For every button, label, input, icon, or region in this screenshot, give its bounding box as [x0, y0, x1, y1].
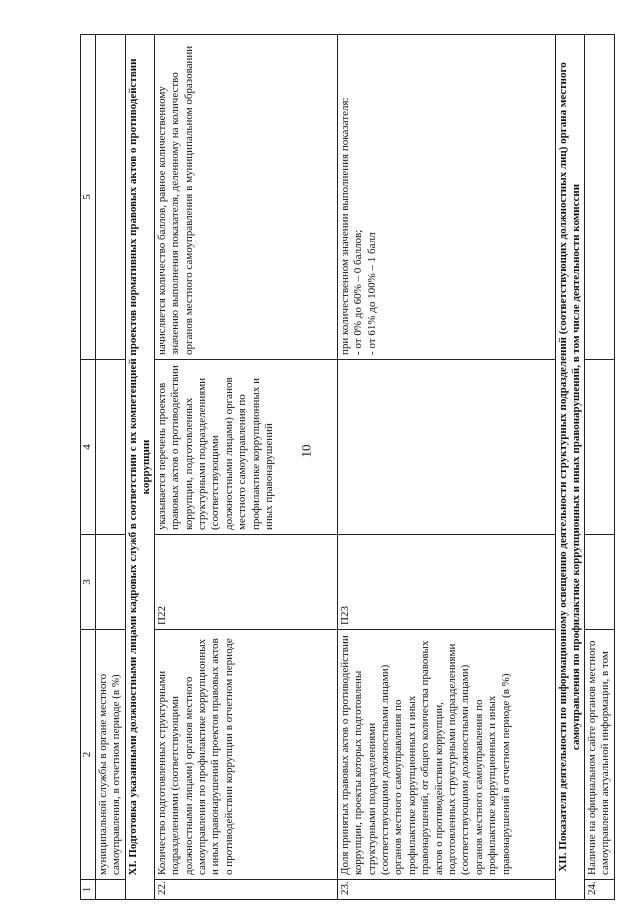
rotated-page-container — [80, 35, 635, 900]
calculation-method: указывается перечень проектов правовых актов о противодействии коррупции, подготовленных структурными подразделениями (соответствующими должностными лицами) органов местного самоуправления по профилактике коррупционных и иных правонарушений — [154, 360, 337, 535]
evaluation-rule: начисляется количество баллов, равное количественному значению выполнения показателя, деленному на количество органов местного самоуправления в муниципальном образовании — [154, 35, 337, 360]
section-11-heading: XI. Подготовка указанными должностными лицами кадровых служб в соответствии с их компетенцией проектов нормативных правовых актов о противодействии коррупции — [125, 35, 154, 900]
continuation-cell-3 — [96, 535, 126, 630]
table-row — [584, 35, 614, 900]
table-row — [337, 35, 555, 900]
header-row — [81, 35, 96, 900]
section-12-row — [555, 35, 584, 900]
indicator-text: Количество подготовленных структурными подразделениями (соответствующими должностными лицами) органов местного самоуправления по профилактике коррупционных и иных правонарушений проектов правовых актов о противодействии коррупции в отчетном периоде — [154, 630, 337, 880]
continuation-cell-5 — [96, 35, 126, 360]
indicators-table — [80, 34, 615, 900]
evaluation-rule — [584, 35, 614, 360]
section-12-heading: XII. Показатели деятельности по информационному освещению деятельности структурных подразделений (соответствующих должностных лиц) органа местного самоуправления по профилактике коррупционных и иных правонарушений, в том числе деятельности комиссии — [555, 35, 584, 900]
header-col-3: 3 — [81, 535, 96, 630]
header-col-4: 4 — [81, 360, 96, 535]
table-row — [154, 35, 337, 900]
evaluation-line-1: - от 0% до 60% – 0 баллов; — [352, 229, 365, 355]
continuation-num-cell — [96, 880, 126, 900]
continuation-text: муниципальной службы в органе местного самоуправления, в отчетном периоде (в %) — [96, 630, 126, 880]
indicator-code: П22 — [154, 535, 337, 630]
evaluation-intro: при количественном значении выполнения показателя: — [338, 97, 351, 355]
row-number: 22. — [154, 880, 337, 900]
section-11-row — [125, 35, 154, 900]
page-number: 10 — [298, 444, 314, 458]
header-col-5: 5 — [81, 35, 96, 360]
indicator-code — [584, 535, 614, 630]
row-number: 24. — [584, 880, 614, 900]
header-col-1: 1 — [81, 880, 96, 900]
continuation-row — [96, 35, 126, 900]
calculation-method — [337, 360, 555, 535]
indicator-text: Доля принятых правовых актов о противодействии коррупции, проекты которых подготовлены структурными подразделениями (соответствующими должностными лицами) органов местного самоуправления по профилактике коррупционных и иных правонарушений, от общего количества правовых актов о противодействии коррупции, подготовленных структурными подразделениями (соответствующими должностными лицами) органов местного самоуправления по профилактике коррупционных и иных правонарушений в отчетном периоде (в %) — [337, 630, 555, 880]
indicator-text: Наличие на официальном сайте органов местного самоуправления актуальной информации, в том — [584, 630, 614, 880]
evaluation-line-2: - от 61% до 100% – 1 балл — [365, 232, 378, 355]
header-col-2: 2 — [81, 630, 96, 880]
row-number: 23. — [337, 880, 555, 900]
landscape-sheet — [80, 35, 635, 900]
calculation-method — [584, 360, 614, 535]
evaluation-rule — [337, 35, 555, 360]
indicator-code: П23 — [337, 535, 555, 630]
continuation-cell-4 — [96, 360, 126, 535]
